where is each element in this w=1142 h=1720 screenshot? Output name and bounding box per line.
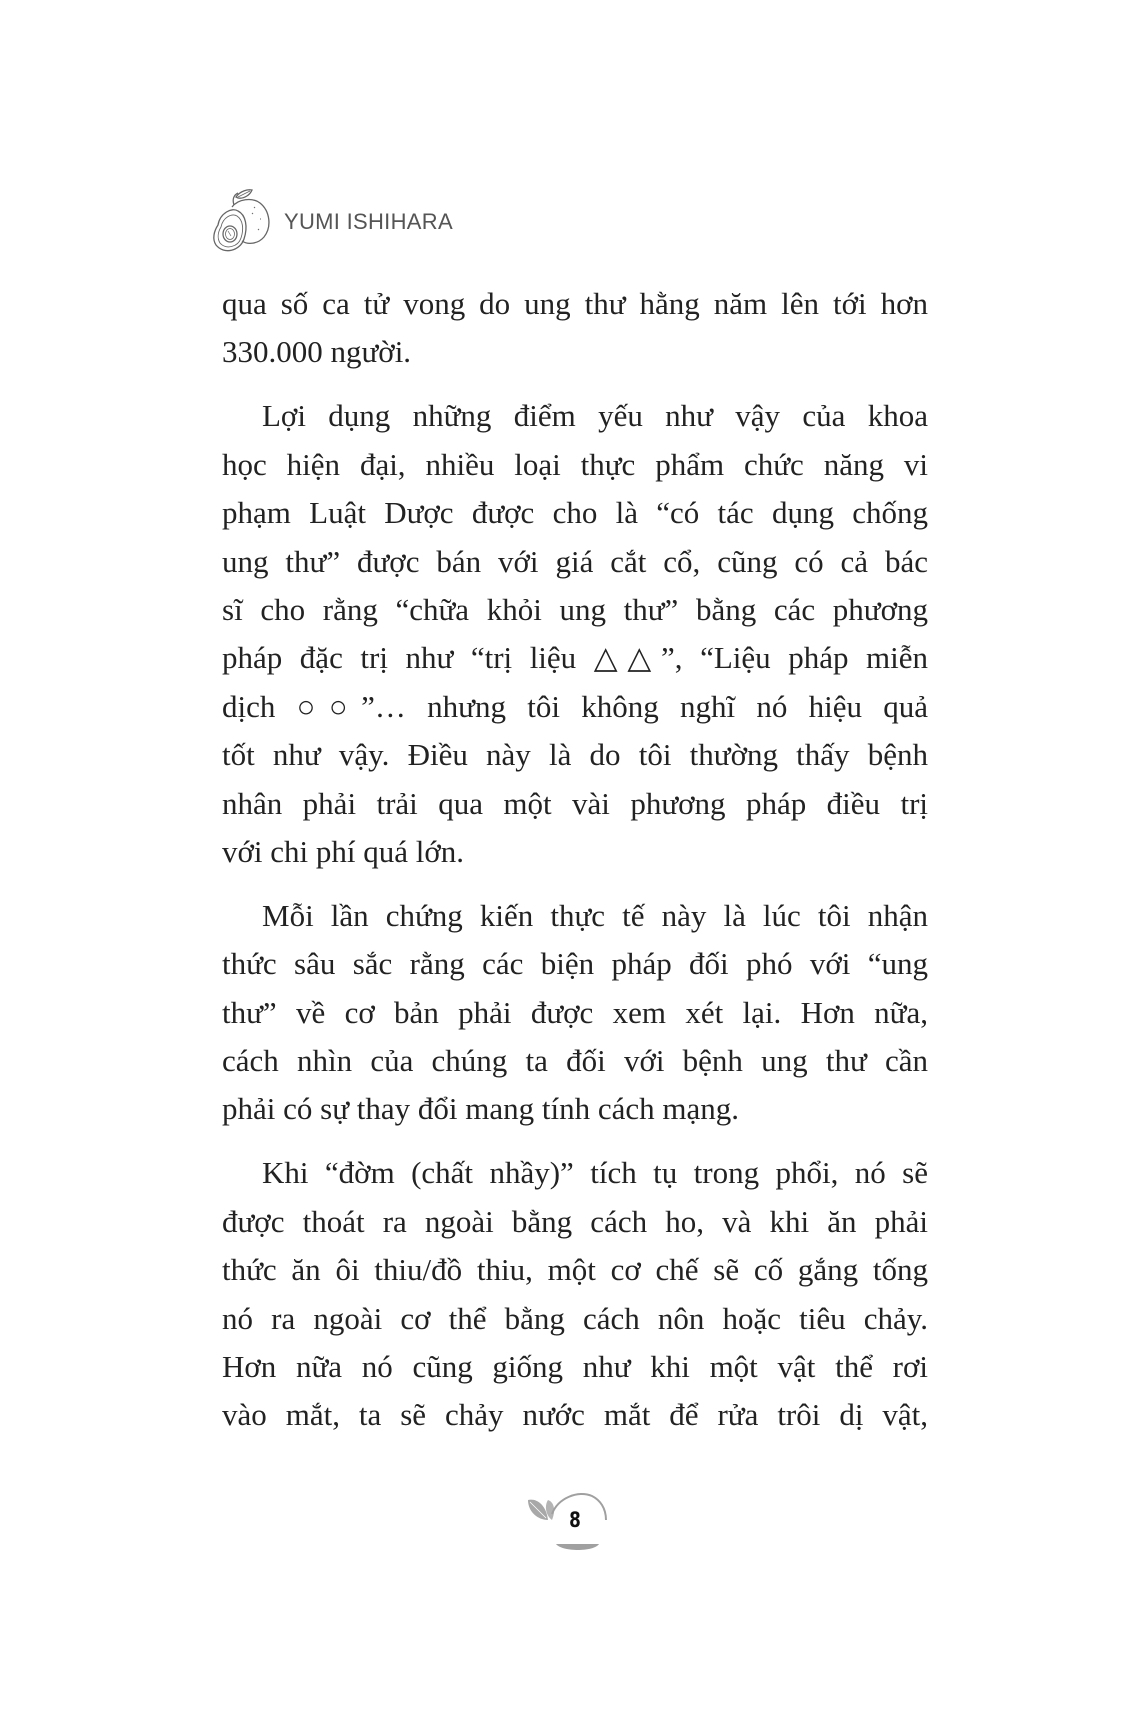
text-line: qua số ca tử vong do ung thư hằng năm lên tới hơn	[222, 286, 928, 321]
text-line: thức ăn ôi thiu/đồ thiu, một cơ chế sẽ cố gắng tống	[222, 1252, 928, 1288]
text-line: học hiện đại, nhiều loại thực phẩm chức năng vi	[222, 446, 928, 482]
page-number: 8	[569, 1508, 581, 1532]
text-line: phạm Luật Dược được cho là “có tác dụng chống	[222, 495, 928, 531]
author-name: YUMI ISHIHARA	[284, 209, 453, 234]
text-line: phải có sự thay đổi mang tính cách mạng.	[222, 1091, 739, 1127]
text-line: Mỗi lần chứng kiến thực tế này là lúc tôi nhận	[262, 897, 928, 933]
avocado-icon	[208, 187, 274, 257]
paragraph-1	[222, 280, 928, 377]
running-header	[208, 186, 453, 258]
text-line: được thoát ra ngoài bằng cách ho, và khi ăn phải	[222, 1203, 928, 1239]
text-line: tốt như vậy. Điều này là do tôi thường thấy bệnh	[222, 737, 928, 773]
text-line: vào mắt, ta sẽ chảy nước mắt để rửa trôi dị vật,	[222, 1397, 928, 1433]
text-line: 330.000 người.	[222, 334, 412, 370]
text-line: ung thư” được bán với giá cắt cổ, cũng có cả bác	[222, 543, 928, 579]
text-line: cách nhìn của chúng ta đối với bệnh ung thư cần	[222, 1043, 928, 1079]
paragraph-4	[222, 1149, 928, 1439]
text-line: dịch ○○”… nhưng tôi không nghĩ nó hiệu quả	[222, 688, 928, 724]
paragraph-2	[222, 392, 928, 876]
text-line: với chi phí quá lớn.	[222, 833, 465, 869]
paragraph-3	[222, 892, 928, 1134]
page-body	[222, 280, 928, 1455]
text-line: Khi “đờm (chất nhầy)” tích tụ trong phổi, nó sẽ	[262, 1155, 928, 1191]
text-line: nhân phải trải qua một vài phương pháp điều trị	[222, 785, 928, 821]
text-line: nó ra ngoài cơ thể bằng cách nôn hoặc tiêu chảy.	[222, 1300, 928, 1336]
text-line: pháp đặc trị như “trị liệu △△”, “Liệu pháp miễn	[222, 640, 928, 676]
text-line: thư” về cơ bản phải được xem xét lại. Hơn nữa,	[222, 994, 928, 1030]
text-line: Hơn nữa nó cũng giống như khi một vật thể rơi	[222, 1348, 928, 1384]
page-number-ornament	[522, 1486, 612, 1558]
text-line: thức sâu sắc rằng các biện pháp đối phó với “ung	[222, 946, 928, 982]
text-line: sĩ cho rằng “chữa khỏi ung thư” bằng các phương	[222, 591, 928, 627]
text-line: Lợi dụng những điểm yếu như vậy của khoa	[262, 398, 928, 434]
